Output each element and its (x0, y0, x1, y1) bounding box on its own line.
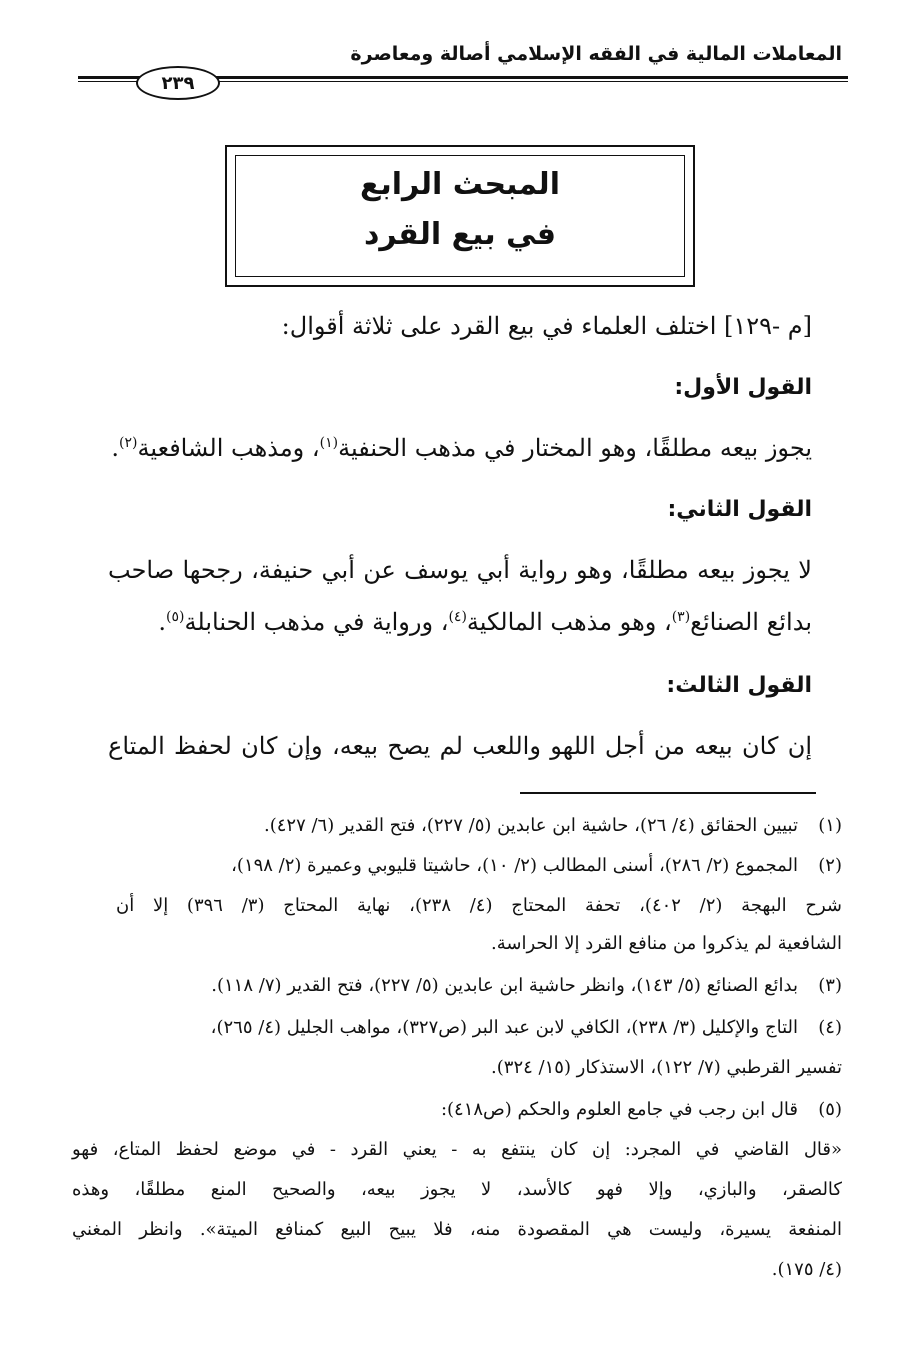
opinion-3-line-1: إن كان بيعه من أجل اللهو واللعب لم يصح بيعه، وإن كان لحفظ المتاع (108, 732, 812, 760)
opinion-2-line-2 (108, 604, 812, 640)
footnote-2-line-2: شرح البهجة (٢/ ٤٠٢)، تحفة المحتاج (٤/ ٢٣٨)، نهاية المحتاج (٣/ ٣٩٦) إلا أن (116, 895, 843, 916)
footnote-5-line-2: «قال القاضي في المجرد: إن كان ينتفع به - يعني القرد - في موضع لحفظ المتاع، فهو (72, 1139, 842, 1160)
footnote-ref-5: (٥) (166, 609, 185, 625)
intro-paragraph: [م -١٢٩] اختلف العلماء في بيع القرد على ثلاثة أقوال: (281, 312, 812, 340)
opinion-1-text (108, 430, 812, 466)
footnote-5-line-4: المنفعة يسيرة، وليست هي المقصودة منه، فلا يبيح البيع كمنافع الميتة». وانظر المغني (72, 1219, 842, 1240)
section-title-frame (225, 145, 695, 287)
footnote-2 (72, 852, 842, 880)
opinion-2-text-c: ، ورواية في مذهب الحنابلة (184, 608, 449, 636)
section-title-line-1: المبحث الرابع (360, 167, 560, 202)
opinion-1-text-a: يجوز بيعه مطلقًا، وهو المختار في مذهب الحنفية (338, 434, 812, 462)
opinion-2-text-end: . (158, 608, 167, 636)
opinion-3-heading: القول الثالث: (666, 673, 812, 698)
opinion-1-text-end: . (111, 434, 120, 462)
opinion-2-heading: القول الثاني: (667, 497, 812, 522)
footnote-4 (72, 1014, 842, 1042)
footnote-ref-1: (١) (319, 435, 339, 451)
footnote-5-line-5: (٤/ ١٧٥). (771, 1259, 842, 1280)
page-number: ٢٣٩ (136, 66, 220, 100)
opinion-2-line-1: لا يجوز بيعه مطلقًا، وهو رواية أبي يوسف عن أبي حنيفة، رجحها صاحب (108, 556, 812, 584)
footnote-4-number: (٤) (818, 1017, 842, 1038)
footnote-2-number: (٢) (818, 855, 842, 876)
footnote-2-line-1: المجموع (٢/ ٢٨٦)، أسنى المطالب (٢/ ١٠)، حاشيتا قليوبي وعميرة (٢/ ١٩٨)، (231, 855, 798, 876)
section-title-line-2: في بيع القرد (363, 217, 557, 252)
footnote-1 (72, 812, 842, 840)
opinion-1-text-b: ، ومذهب الشافعية (137, 434, 320, 462)
running-title: المعاملات المالية في الفقه الإسلامي أصالة ومعاصرة (350, 43, 842, 65)
footnote-2-line-3: الشافعية لم يذكروا من منافع القرد إلا الحراسة. (491, 933, 842, 954)
footnote-5-number: (٥) (818, 1099, 842, 1120)
footnote-5 (72, 1096, 842, 1124)
footnote-separator (520, 792, 816, 794)
footnote-3-number: (٣) (818, 975, 842, 996)
footnote-3 (72, 972, 842, 1000)
footnote-ref-4: (٤) (448, 609, 467, 625)
opinion-1-heading: القول الأول: (674, 375, 812, 400)
footnote-4-line-1: التاج والإكليل (٣/ ٢٣٨)، الكافي لابن عبد البر (ص٣٢٧)، مواهب الجليل (٤/ ٢٦٥)، (210, 1017, 798, 1038)
footnote-5-line-3: كالصقر، والبازي، وإلا فهو كالأسد، لا يجوز بيعه، والصحيح المنع مطلقًا، وهذه (72, 1179, 842, 1200)
footnote-1-number: (١) (818, 815, 842, 836)
footnote-1-text: تبيين الحقائق (٤/ ٢٦)، حاشية ابن عابدين (٥/ ٢٢٧)، فتح القدير (٦/ ٤٢٧). (263, 815, 798, 836)
footnote-ref-2: (٢) (119, 435, 138, 451)
footnote-ref-3: (٣) (671, 609, 691, 625)
footnote-3-text: بدائع الصنائع (٥/ ١٤٣)، وانظر حاشية ابن عابدين (٥/ ٢٢٧)، فتح القدير (٧/ ١١٨). (211, 975, 798, 996)
footnote-4-line-2: تفسير القرطبي (٧/ ١٢٢)، الاستذكار (١٥/ ٣٢٤). (491, 1057, 842, 1078)
opinion-2-text-a: بدائع الصنائع (690, 608, 812, 636)
opinion-2-text-b: ، وهو مذهب المالكية (466, 608, 672, 636)
footnote-5-line-1: قال ابن رجب في جامع العلوم والحكم (ص٤١٨): (440, 1099, 798, 1120)
